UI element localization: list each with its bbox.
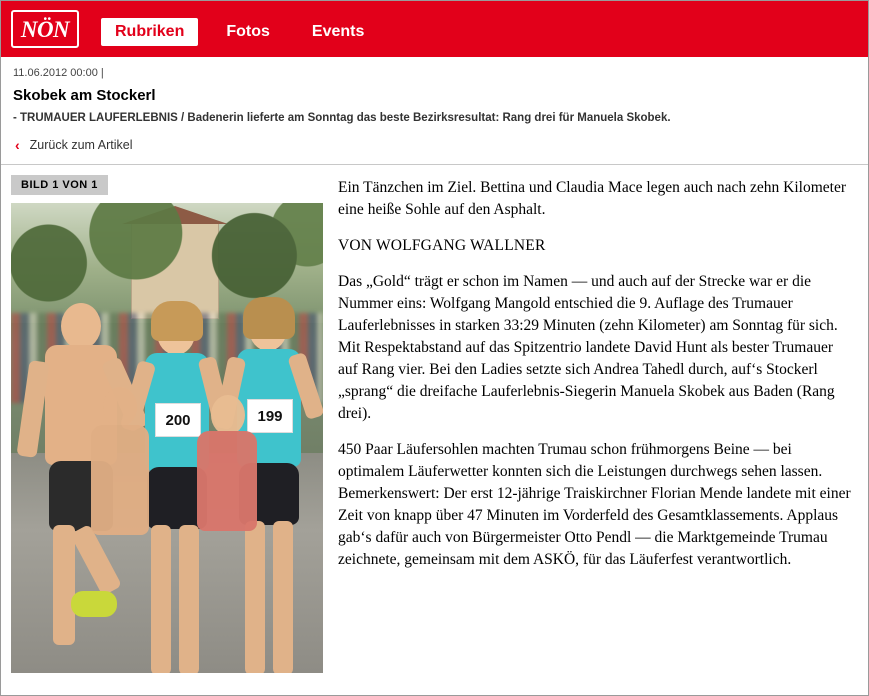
photo-bib-200: 200 [155,403,201,437]
article-subline: - TRUMAUER LAUFERLEBNIS / Badenerin lieferte am Sonntag das beste Bezirksresultat: Rang drei für Manuela Skobek. [13,112,671,124]
nav-item-rubriken[interactable]: Rubriken [101,18,198,46]
site-logo-text: NÖN [20,16,70,42]
photo-runner-bg-2 [187,373,267,673]
gallery-column [1,165,326,673]
article-paragraph-1: Das „Gold“ trägt er schon im Namen — und auch auf der Strecke war er die Nummer eins: Wolfgang Mangold entschied die 9. Auflage des Trumauer Lauferlebnisses in starken 33:29 Minuten (zehn Kilometer) am Sonntag für sich. Mit Respektabstand auf das Spitzentrio landete David Hunt als bester Trumauer auf Rang vier. Bei den Ladies setzte sich Andrea Tahedl durch, auf‘s Stockerl „sprang“ die dreifache Lauferlebnis-Siegerin Manuela Skobek aus Baden (Rang drei). [338,273,838,422]
site-logo[interactable] [11,10,79,48]
article-photo[interactable] [11,203,323,673]
page-title: Skobek am Stockerl [13,87,156,104]
photo-caption: Ein Tänzchen im Ziel. Bettina und Claudia Mace legen auch nach zehn Kilometer eine heiße Sohle auf den Asphalt. [338,179,847,218]
article-meta [1,57,868,162]
article-date: 11.06.2012 00:00 | [13,67,104,79]
nav-item-events[interactable]: Events [311,23,365,40]
article-text-column [326,165,868,673]
nav-item-fotos[interactable]: Fotos [226,23,270,40]
back-to-article-link[interactable] [13,136,856,162]
back-to-article-label: Zurück zum Artikel [29,138,133,152]
photo-runner-bg-1 [79,373,159,673]
main-nav [101,18,392,46]
site-header [1,1,868,57]
photo-bib-199: 199 [247,399,293,433]
article-paragraph-2: 450 Paar Läufersohlen machten Trumau schon frühmorgens Beine — bei optimalem Läuferwetter konnten sich die Leistungen durchwegs sehen lassen. Bemerkenswert: Der erst 12-jährige Traiskirchner Florian Mende landete mit einer Zeit von knapp über 47 Minuten im Vorderfeld des Gesamtklassements. Applaus gab‘s dafür auch von Bürgermeister Otto Pendl — die Marktgemeinde Trumau zeichnete, gemeinsam mit dem ASKÖ, für das Läuferfest verantwortlich. [338,441,851,568]
gallery-counter: BILD 1 VON 1 [11,175,108,195]
chevron-left-icon: ‹ [15,137,20,153]
article-byline: VON WOLFGANG WALLNER [338,237,546,254]
article-content [1,165,868,673]
